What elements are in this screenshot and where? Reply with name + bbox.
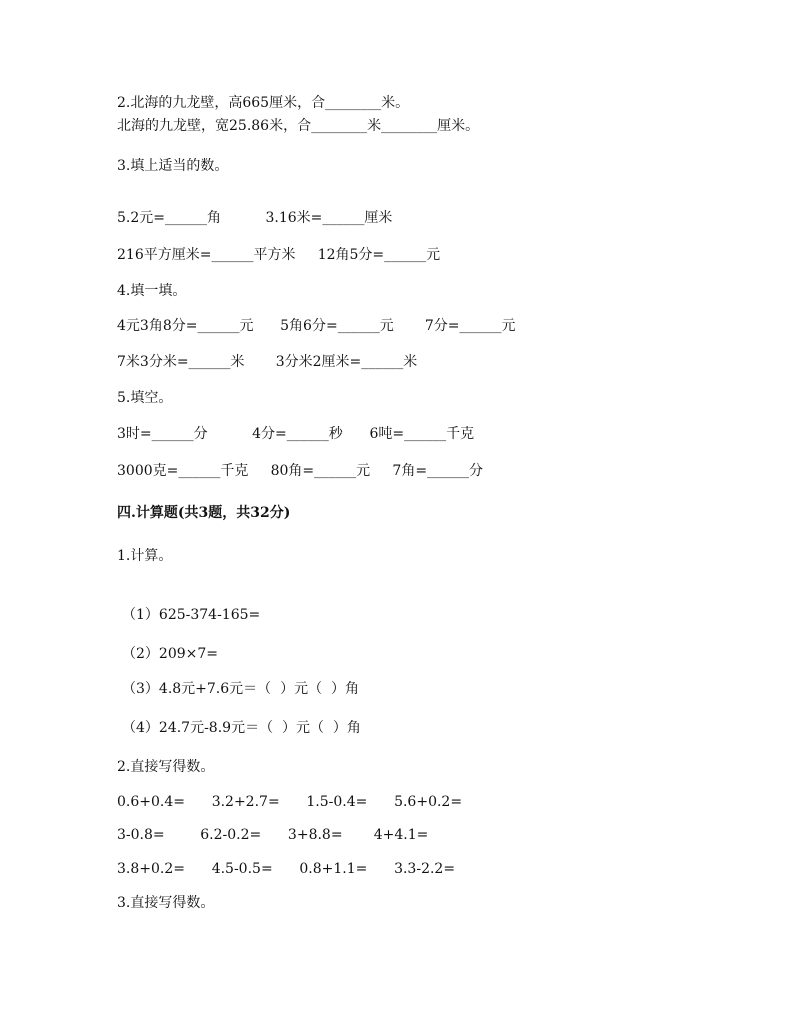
question-4-row-1: 4元3角8分=______元 5角6分=______元 7分=______元 (117, 318, 516, 334)
calc-2-row-3: 3.8+0.2= 4.5-0.5= 0.8+1.1= 3.3-2.2= (117, 861, 456, 877)
calc-1-item-3: （3）4.8元+7.6元＝（ ）元（ ）角 (122, 681, 359, 697)
calc-1-item-2: （2）209×7= (122, 646, 218, 662)
calc-1-item-1: （1）625-374-165= (122, 607, 261, 623)
question-4-row-2: 7米3分米=______米 3分米2厘米=______米 (117, 354, 418, 370)
calc-2-heading: 2.直接写得数。 (117, 759, 215, 775)
calc-3-heading: 3.直接写得数。 (117, 895, 215, 911)
question-2-line-2: 北海的九龙壁，宽25.86米，合________米________厘米。 (117, 118, 480, 134)
question-4-heading: 4.填一填。 (117, 283, 187, 299)
calc-2-row-1: 0.6+0.4= 3.2+2.7= 1.5-0.4= 5.6+0.2= (117, 794, 463, 810)
question-3-heading: 3.填上适当的数。 (117, 158, 229, 174)
question-3-row-1: 5.2元=______角 3.16米=______厘米 (117, 210, 393, 226)
question-5-heading: 5.填空。 (117, 390, 173, 406)
calc-2-row-2: 3-0.8= 6.2-0.2= 3+8.8= 4+4.1= (117, 827, 429, 843)
calc-1-item-4: （4）24.7元-8.9元＝（ ）元（ ）角 (122, 720, 361, 736)
section-4-heading: 四.计算题(共3题，共32分) (117, 505, 291, 521)
question-5-row-2: 3000克=______千克 80角=______元 7角=______分 (117, 463, 484, 479)
calc-1-heading: 1.计算。 (117, 548, 173, 564)
question-3-row-2: 216平方厘米=______平方米 12角5分=______元 (117, 247, 441, 263)
question-5-row-1: 3时=______分 4分=______秒 6吨=______千克 (117, 426, 475, 442)
question-2-line-1: 2.北海的九龙壁，高665厘米，合________米。 (117, 95, 410, 111)
